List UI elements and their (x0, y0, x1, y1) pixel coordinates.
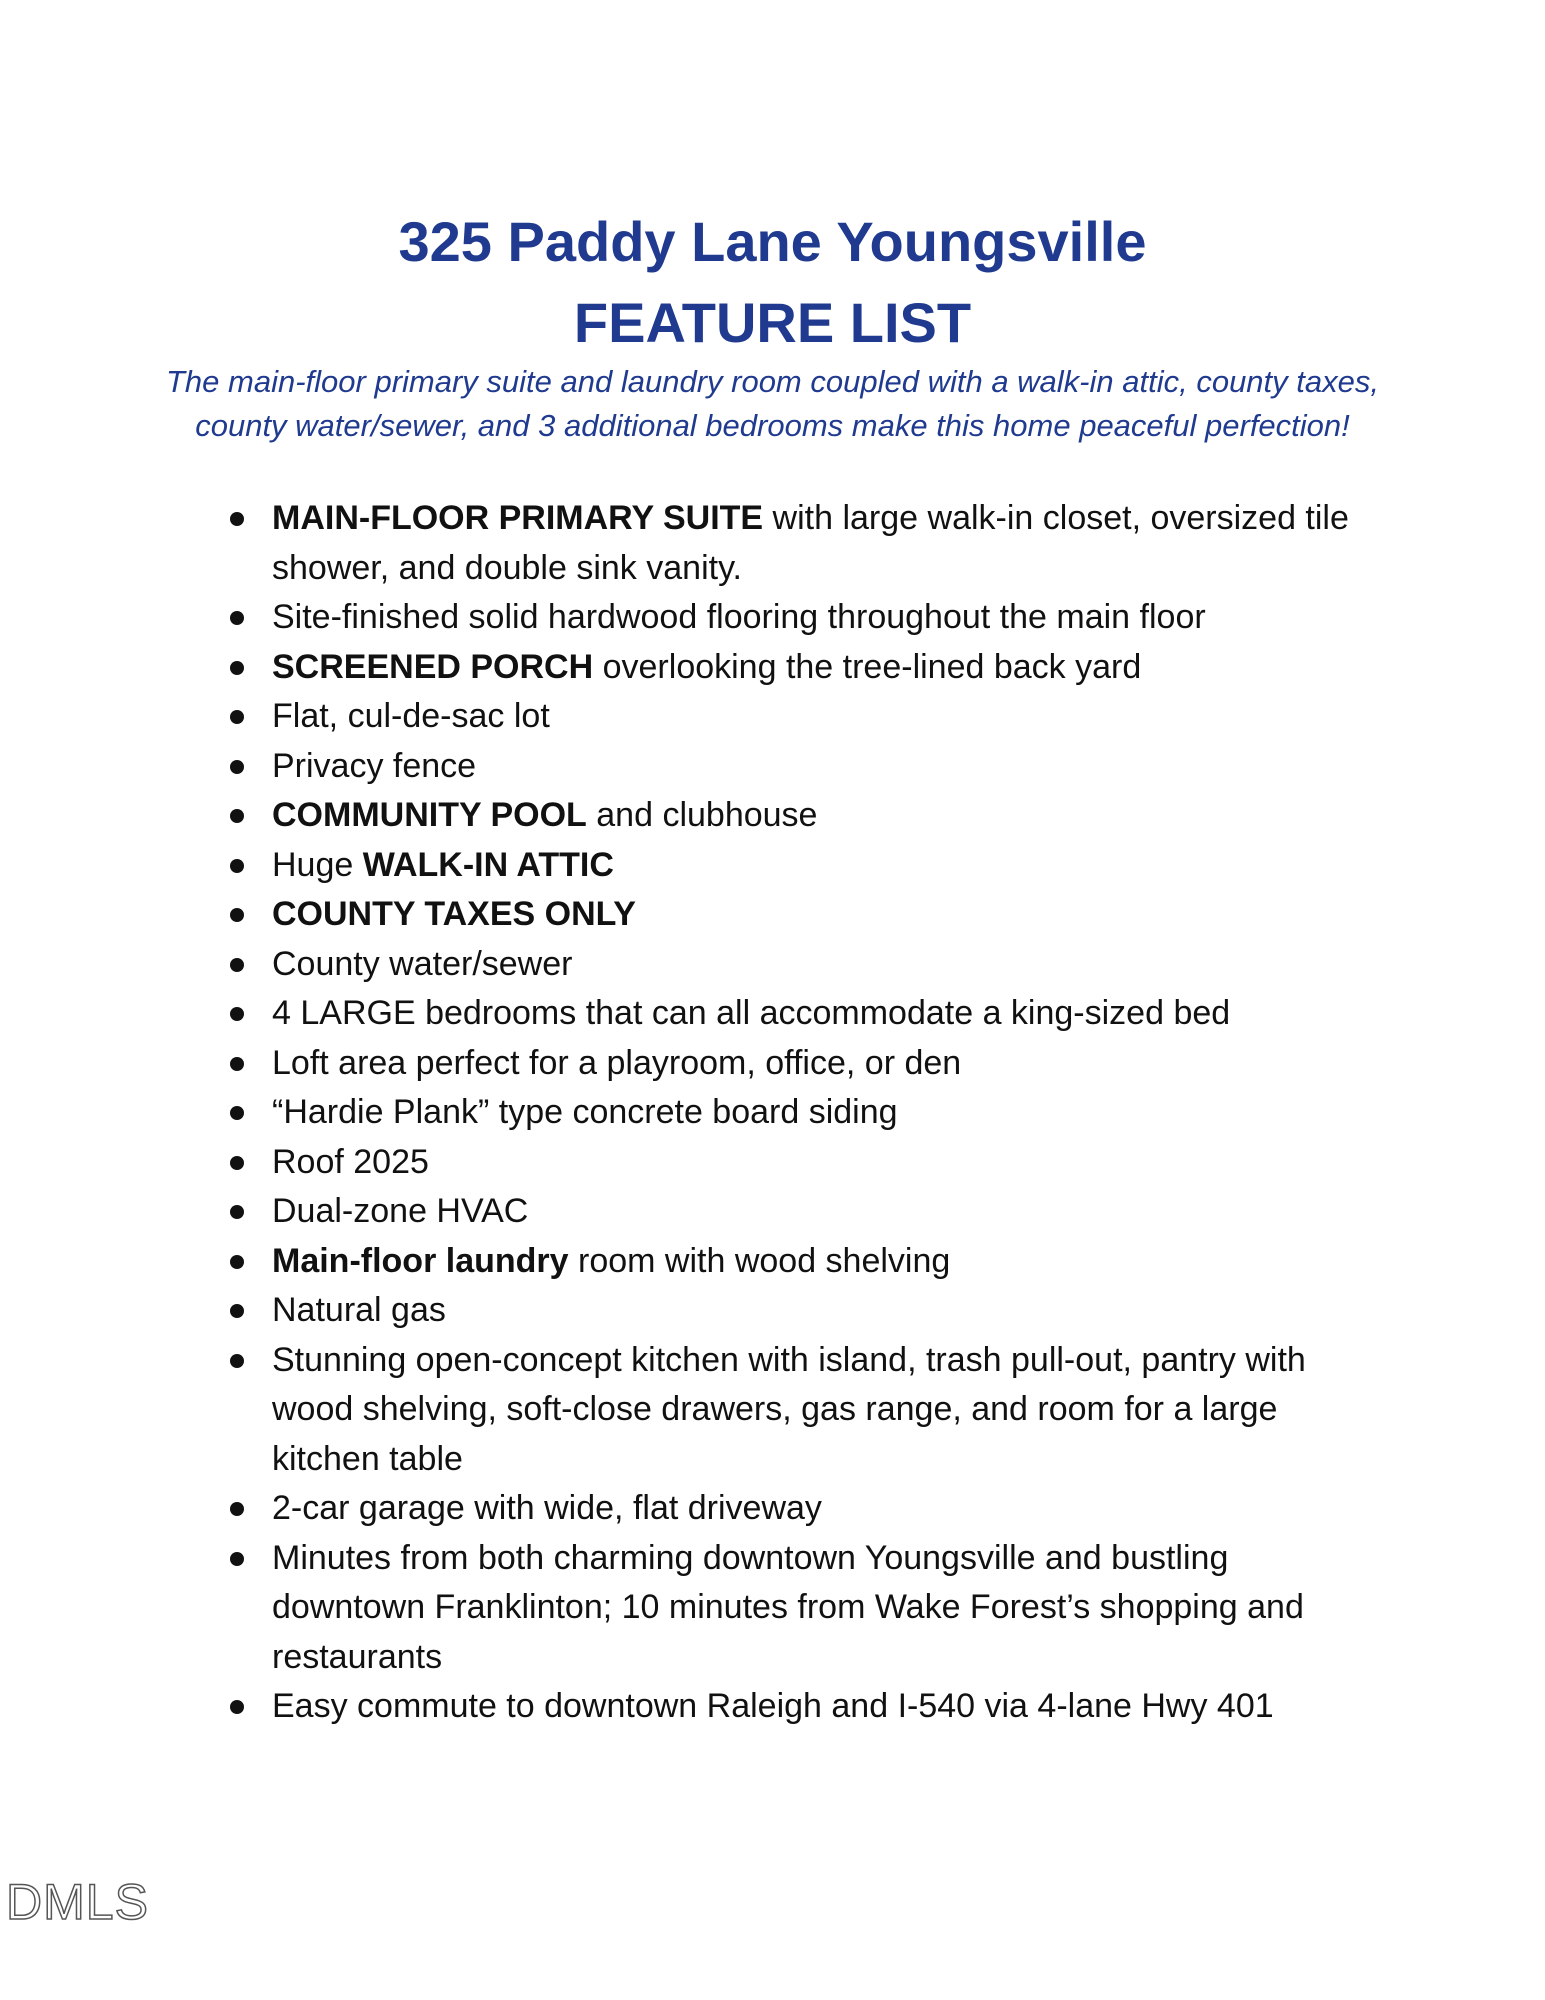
feature-text: Loft area perfect for a playroom, office, or den (272, 1043, 962, 1082)
bullet-icon (230, 1552, 244, 1566)
feature-item (230, 1088, 1370, 1138)
bullet-icon (230, 661, 244, 675)
page-subheading: FEATURE LIST (573, 291, 972, 354)
feature-item (230, 1286, 1370, 1336)
feature-text: with large walk-in closet, oversized tile shower, and double sink vanity. (272, 499, 1349, 587)
feature-text: and clubhouse (586, 796, 818, 834)
feature-text: overlooking the tree-lined back yard (593, 647, 1142, 686)
feature-item (230, 989, 1370, 1039)
feature-emphasis: COMMUNITY POOL (272, 796, 587, 834)
bullet-icon (230, 809, 244, 823)
feature-text: Easy commute to downtown Raleigh and I-540 via 4-lane Hwy 401 (272, 1687, 1274, 1725)
feature-text: room with wood shelving (568, 1241, 951, 1280)
feature-item (230, 593, 1370, 643)
feature-item (230, 791, 1370, 841)
feature-text: County water/sewer (272, 944, 573, 983)
tagline-line-2: county water/sewer, and 3 additional bedrooms make this home peaceful perfection! (195, 408, 1350, 443)
feature-text: “Hardie Plank” type concrete board siding (272, 1093, 898, 1131)
bullet-icon (230, 1007, 244, 1021)
bullet-icon (230, 908, 244, 922)
feature-emphasis: COUNTY TAXES ONLY (272, 895, 636, 933)
feature-text: Roof 2025 (272, 1142, 429, 1181)
feature-list (230, 494, 1370, 1732)
feature-text: Privacy fence (272, 746, 477, 785)
tagline-line-1: The main-floor primary suite and laundry room coupled with a walk-in attic, county taxes, (166, 364, 1379, 399)
bullet-icon (230, 1304, 244, 1318)
feature-text: 2-car garage with wide, flat driveway (272, 1489, 822, 1527)
bullet-icon (230, 1700, 244, 1714)
feature-emphasis: WALK-IN ATTIC (362, 845, 614, 884)
bullet-icon (230, 611, 244, 625)
bullet-icon (230, 1057, 244, 1071)
bullet-icon (230, 760, 244, 774)
bullet-icon (230, 710, 244, 724)
page-title: 325 Paddy Lane Youngsville (398, 210, 1147, 273)
feature-text: Site-finished solid hardwood flooring throughout the main floor (272, 598, 1206, 636)
bullet-icon (230, 859, 244, 873)
feature-item (230, 1039, 1370, 1089)
feature-item (230, 494, 1370, 593)
tagline (0, 360, 1545, 448)
feature-text: Dual-zone HVAC (272, 1192, 529, 1230)
feature-emphasis: Main-floor laundry (272, 1241, 569, 1280)
feature-item (230, 742, 1370, 792)
feature-item (230, 643, 1370, 693)
feature-text: Stunning open-concept kitchen with island, trash pull-out, pantry with wood shelving, soft-close drawers, gas range, and room for a large kitchen table (272, 1340, 1306, 1478)
feature-item (230, 1534, 1370, 1683)
bullet-icon (230, 1255, 244, 1269)
bullet-icon (230, 1502, 244, 1516)
bullet-icon (230, 1354, 244, 1368)
feature-item (230, 841, 1370, 891)
feature-item (230, 1336, 1370, 1485)
feature-text: Minutes from both charming downtown Youngsville and bustling downtown Franklinton; 10 minutes from Wake Forest’s shopping and restaurants (272, 1538, 1304, 1676)
bullet-icon (230, 512, 244, 526)
dmls-watermark: DMLS (6, 1874, 149, 1930)
feature-item (230, 1484, 1370, 1534)
bullet-icon (230, 1156, 244, 1170)
feature-item (230, 1237, 1370, 1287)
bullet-icon (230, 958, 244, 972)
feature-item (230, 940, 1370, 990)
feature-item (230, 692, 1370, 742)
feature-emphasis: MAIN-FLOOR PRIMARY SUITE (272, 499, 764, 537)
feature-text: Flat, cul-de-sac lot (272, 697, 550, 735)
feature-text: 4 LARGE bedrooms that can all accommodate a king-sized bed (272, 994, 1231, 1032)
feature-text: Huge (272, 845, 363, 884)
bullet-icon (230, 1106, 244, 1120)
feature-item (230, 1682, 1370, 1732)
feature-emphasis: SCREENED PORCH (272, 647, 594, 686)
feature-item (230, 1138, 1370, 1188)
feature-item (230, 1187, 1370, 1237)
feature-item (230, 890, 1370, 940)
feature-text: Natural gas (272, 1291, 446, 1329)
bullet-icon (230, 1205, 244, 1219)
